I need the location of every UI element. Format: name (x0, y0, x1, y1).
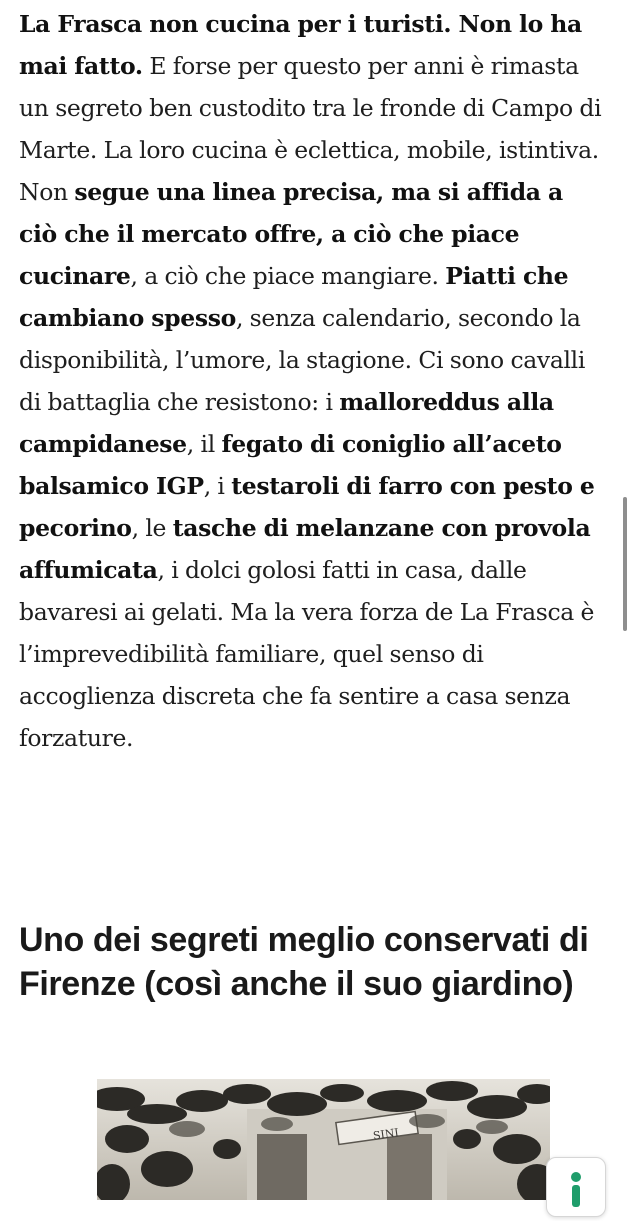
photo-sign-text: SINI (372, 1126, 400, 1143)
bold-phrase: segue una linea precisa, ma si affida a ciò che il mercato offre, a ciò che piace cucinare (19, 178, 563, 290)
bold-phrase: tasche di melanzane con provola affumicata (19, 514, 591, 584)
text-run: , i dolci golosi fatti in casa, dalle bavaresi ai gelati. Ma la vera forza de La Frasca è l’imprevedibilità familiare, quel senso di accoglienza discreta che fa sentire a casa senza forzature. (19, 556, 595, 752)
text-run: , il (186, 430, 222, 458)
bold-phrase: Piatti che cambiano spesso (19, 262, 569, 332)
article-body (19, 0, 605, 759)
text-run: , a ciò che piace mangiare. (130, 262, 446, 290)
article-paragraph (19, 0, 605, 759)
text-run: , senza calendario, secondo la disponibilità, l’umore, la stagione. Ci sono cavalli di battaglia che resistono: i (19, 304, 586, 416)
text-run: , le (131, 514, 173, 542)
vintage-photo-illustration (97, 1079, 550, 1200)
article-photo[interactable] (97, 1079, 550, 1200)
accessibility-button[interactable] (546, 1157, 606, 1217)
bold-phrase: testaroli di farro con pesto e pecorino (19, 472, 595, 542)
bold-phrase: malloreddus alla campidanese (19, 388, 554, 458)
accessibility-icon (547, 1158, 605, 1216)
bold-phrase: La Frasca non cucina per i turisti. Non lo ha mai fatto. (19, 10, 582, 80)
text-run: , i (203, 472, 232, 500)
section-heading: Uno dei segreti meglio conservati di Firenze (così anche il suo giardino) (19, 921, 589, 1003)
text-run: E forse per questo per anni è rimasta un segreto ben custodito tra le fronde di Campo di Marte. La loro cucina è eclettica, mobile, istintiva. Non (19, 52, 602, 206)
scrollbar[interactable] (623, 497, 627, 631)
bold-phrase: fegato di coniglio all’aceto balsamico IGP (19, 430, 562, 500)
